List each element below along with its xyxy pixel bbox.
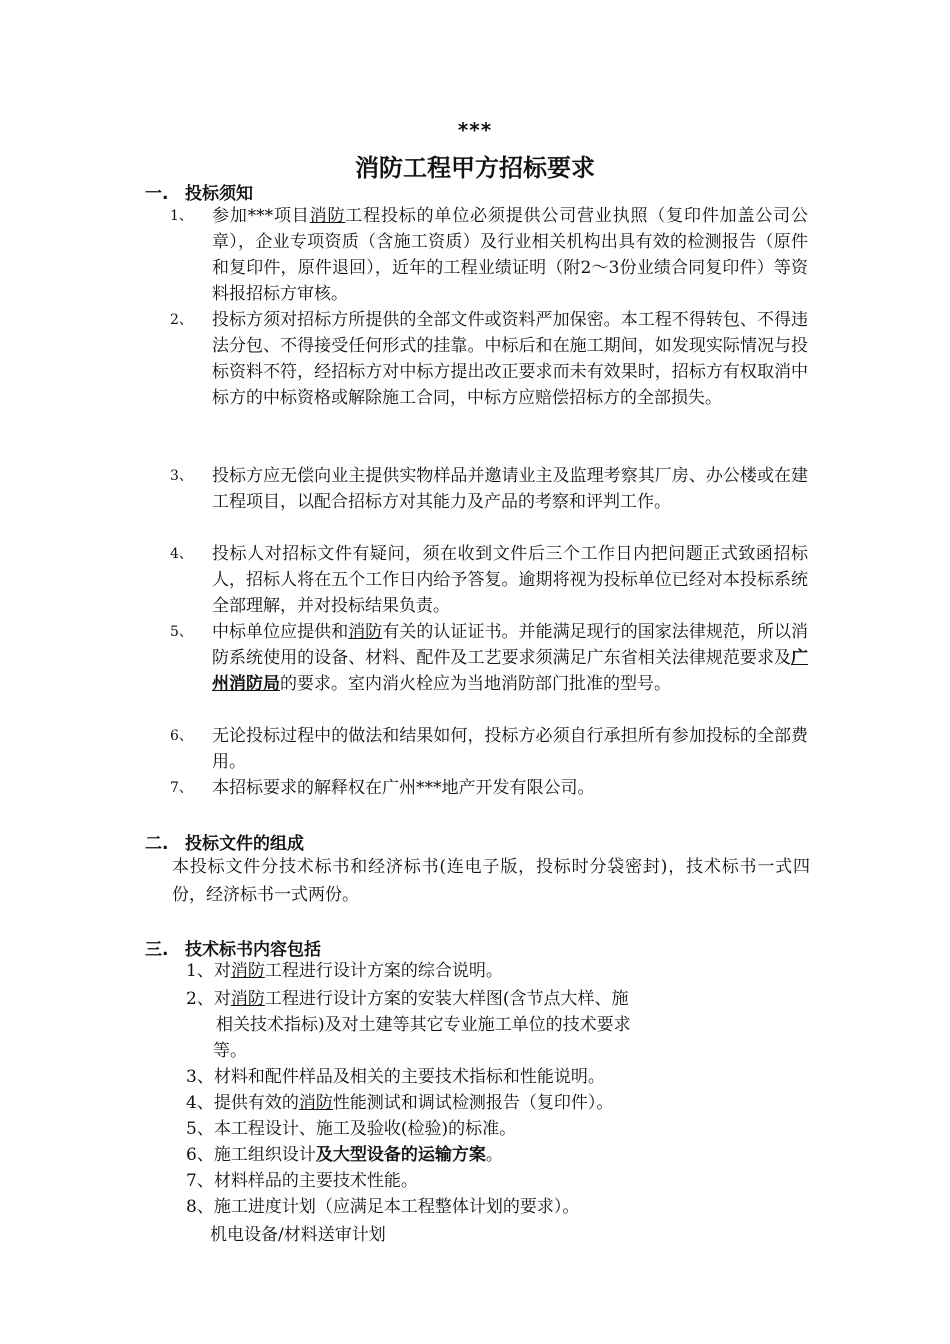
list-item: 5、本工程设计、施工及验收(检验)的标准。 [186, 1119, 517, 1139]
section-3-title: 技术标书内容包括 [185, 940, 321, 960]
item-text: 无论投标过程中的做法和结果如何，投标方必须自行承担所有参加投标的全部费用。 [212, 726, 808, 772]
list-item [170, 463, 810, 515]
list-item [170, 307, 810, 411]
item-number: 7、 [170, 780, 193, 796]
item-number: 1、 [170, 208, 193, 224]
list-item-continued: 等。 [213, 1041, 247, 1061]
item-number: 2、 [170, 312, 193, 328]
list-item: 7、材料样品的主要技术性能。 [186, 1171, 418, 1191]
item-text: 本招标要求的解释权在广州***地产开发有限公司。 [212, 778, 595, 798]
page-title: 消防工程甲方招标要求 [355, 154, 595, 182]
list-item: 3、材料和配件样品及相关的主要技术指标和性能说明。 [186, 1067, 605, 1087]
section-2-heading [145, 829, 304, 854]
list-item [170, 541, 810, 619]
item-number: 4、 [170, 546, 193, 562]
section-3-number: 三. [145, 940, 169, 960]
item-number: 6、 [170, 728, 193, 744]
item-text: 投标人对招标文件有疑问，须在收到文件后三个工作日内把问题正式致函招标人，招标人将在五个工作日内给予答复。逾期将视为投标单位已经对本投标系统全部理解，并对投标结果负责。 [212, 544, 808, 616]
item-text: 投标方应无偿向业主提供实物样品并邀请业主及监理考察其厂房、办公楼或在建工程项目，以配合招标方对其能力及产品的考察和评判工作。 [212, 466, 808, 512]
list-item [170, 775, 810, 801]
section-1-number: 一. [145, 184, 169, 204]
list-item: 8、施工进度计划（应满足本工程整体计划的要求）。 [186, 1197, 580, 1217]
list-item: 2、对消防工程进行设计方案的安装大样图(含节点大样、施 [186, 989, 629, 1009]
section-2-title: 投标文件的组成 [185, 834, 304, 854]
heading-stars: *** [457, 118, 493, 142]
list-item-continued: 机电设备/材料送审计划 [210, 1225, 386, 1245]
section-1-heading [145, 179, 253, 204]
list-item [170, 203, 810, 307]
list-item: 6、施工组织设计及大型设备的运输方案。 [186, 1145, 503, 1165]
list-item [170, 723, 810, 775]
list-item-continued: 相关技术指标)及对土建等其它专业施工单位的技术要求 [216, 1015, 631, 1035]
item-text: 参加***项目消防工程投标的单位必须提供公司营业执照（复印件加盖公司公章），企业专项资质（含施工资质）及行业相关机构出具有效的检测报告（原件和复印件，原件退回），近年的工程业绩证明（附2～3份业绩合同复印件）等资料报招标方审核。 [212, 206, 808, 304]
item-number: 3、 [170, 468, 193, 484]
list-item: 1、对消防工程进行设计方案的综合说明。 [186, 961, 503, 981]
item-text: 投标方须对招标方所提供的全部文件或资料严加保密。本工程不得转包、不得违法分包、不得接受任何形式的挂靠。中标后和在施工期间，如发现实际情况与投标资料不符，经招标方对中标方提出改正要求而未有效果时，招标方有权取消中标方的中标资格或解除施工合同，中标方应赔偿招标方的全部损失。 [212, 310, 808, 408]
list-item [170, 619, 810, 697]
item-number: 5、 [170, 624, 193, 640]
section-2-text: 本投标文件分技术标书和经济标书(连电子版，投标时分袋密封)，技术标书一式四份，经济标书一式两份。 [172, 857, 810, 905]
list-item: 4、提供有效的消防性能测试和调试检测报告（复印件）。 [186, 1093, 614, 1113]
section-1-title: 投标须知 [185, 184, 253, 204]
item-text: 中标单位应提供和消防有关的认证证书。并能满足现行的国家法律规范，所以消防系统使用的设备、材料、配件及工艺要求须满足广东省相关法律规范要求及广州消防局的要求。室内消火栓应为当地消防部门批准的型号。 [212, 622, 809, 694]
section-2-number: 二. [145, 834, 169, 854]
